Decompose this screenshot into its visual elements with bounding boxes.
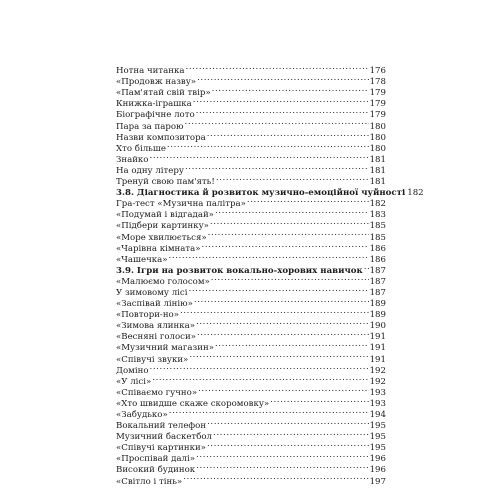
- toc-entry-title: «Співучі картинки»: [116, 443, 206, 454]
- toc-entry-title: «У лісі»: [116, 376, 152, 387]
- toc-page-number: 189: [369, 299, 386, 310]
- toc-entry-title: «Море хвилюється»: [116, 232, 207, 243]
- toc-dot-leader: [210, 217, 369, 228]
- toc-entry-title: «Весняні голоси»: [116, 332, 196, 343]
- toc-page-number: 191: [369, 343, 386, 354]
- toc-page-number: 185: [369, 221, 386, 232]
- toc-entry-title: «Співаємо гучно»: [116, 387, 198, 398]
- toc-page-number: 192: [369, 376, 386, 387]
- toc-entry-title: «Світло і тінь»: [116, 476, 183, 487]
- toc-page-number: 193: [369, 398, 386, 409]
- toc-dot-leader: [364, 262, 369, 273]
- toc-dot-leader: [207, 417, 369, 428]
- toc-page-number: 179: [369, 99, 386, 110]
- toc-dot-leader: [167, 140, 369, 151]
- toc-dot-leader: [183, 472, 368, 483]
- toc-dot-leader: [207, 439, 369, 450]
- toc-entry-title: «Чашечка»: [116, 254, 168, 265]
- toc-entry-title: Високий будинок: [116, 465, 196, 476]
- toc-dot-leader: [188, 284, 368, 295]
- toc-entry-title: Біографічне лото: [116, 110, 195, 121]
- toc-dot-leader: [150, 362, 369, 373]
- toc-page-number: 181: [369, 177, 386, 188]
- toc-dot-leader: [185, 117, 369, 128]
- toc-page-number: 189: [369, 310, 386, 321]
- toc-page-number: 176: [369, 66, 386, 77]
- toc-entry-title: «Повтори-но»: [116, 310, 179, 321]
- toc-entry-title: Хто більше: [116, 143, 166, 154]
- toc-page-number: 196: [369, 454, 386, 465]
- toc-dot-leader: [202, 240, 369, 251]
- toc-page-number: 192: [369, 365, 386, 376]
- table-of-contents: [116, 62, 424, 487]
- toc-entry-title: Тренуй свою пам'ять!: [116, 177, 215, 188]
- toc-dot-leader: [194, 295, 369, 306]
- toc-entry-title: «Малюємо голосом»: [116, 276, 210, 287]
- toc-page-number: 178: [369, 77, 386, 88]
- toc-dot-leader: [196, 461, 368, 472]
- toc-page-number: 191: [369, 354, 386, 365]
- toc-page-number: 195: [369, 432, 386, 443]
- toc-dot-leader: [197, 328, 369, 339]
- toc-page-number: 185: [369, 232, 386, 243]
- toc-page-number: 187: [369, 265, 386, 276]
- toc-dot-leader: [149, 151, 368, 162]
- toc-page-number: 195: [369, 421, 386, 432]
- toc-entry-title: «Чарівна кімната»: [116, 243, 201, 254]
- toc-page-number: 186: [369, 254, 386, 265]
- toc-page-number: 194: [369, 410, 386, 420]
- toc-entry-title: Знайко: [116, 154, 149, 165]
- toc-entry-title: Доміно: [116, 365, 149, 376]
- toc-entry-title: «Пам'ятай свій твір»: [116, 88, 211, 99]
- toc-dot-leader: [196, 450, 369, 461]
- toc-dot-leader: [180, 306, 369, 317]
- toc-page-number: 193: [369, 387, 386, 398]
- toc-page-number: 180: [369, 132, 386, 143]
- toc-dot-leader: [152, 373, 368, 384]
- toc-dot-leader: [197, 73, 369, 84]
- toc-page-number: 196: [369, 465, 386, 476]
- toc-dot-leader: [211, 273, 369, 284]
- toc-dot-leader: [196, 317, 369, 328]
- toc-entry-title: «Заспівай лінію»: [116, 299, 193, 310]
- toc-dot-leader: [169, 406, 369, 417]
- toc-entry-title: Пара за парою: [116, 121, 184, 132]
- toc-entry: [116, 384, 386, 398]
- toc-entry-title: Книжка-іграшка: [116, 99, 192, 110]
- toc-dot-leader: [207, 129, 369, 140]
- toc-entry: [116, 62, 386, 77]
- toc-dot-leader: [215, 339, 369, 350]
- toc-entry-title: «Хто швидше скаже скоромовку»: [116, 398, 270, 409]
- toc-entry-title: «Проспівай далі»: [116, 454, 196, 465]
- toc-dot-leader: [186, 62, 369, 73]
- toc-dot-leader: [198, 384, 369, 395]
- toc-entry-title: У зимовому лісі: [116, 287, 188, 298]
- toc-entry-title: Музичний баскетбол: [116, 432, 212, 443]
- toc-entry: [116, 373, 386, 387]
- toc-entry-title: «Зимова ялинка»: [116, 321, 195, 332]
- toc-page-number: 180: [369, 121, 386, 132]
- toc-entry: [116, 162, 386, 176]
- toc-page-number: 187: [369, 276, 386, 287]
- toc-page-number: 195: [369, 443, 386, 454]
- toc-entry-title: «Забудько»: [116, 410, 168, 420]
- toc-entry-title: Нотна читанка: [116, 66, 185, 77]
- toc-page-number: 181: [369, 154, 386, 165]
- toc-entry: [116, 362, 386, 376]
- toc-entry: [116, 151, 386, 165]
- toc-entry-title: Назви композитора: [116, 132, 206, 143]
- toc-dot-leader: [169, 251, 369, 262]
- toc-dot-leader: [213, 428, 369, 439]
- toc-entry-title: «Співучі звуки»: [116, 354, 189, 365]
- toc-entry-title: «Музичний магазин»: [116, 343, 214, 354]
- toc-page-number: 182: [407, 188, 424, 199]
- toc-dot-leader: [189, 350, 368, 361]
- toc-entry-title: «Підбери картинку»: [116, 221, 209, 232]
- toc-dot-leader: [193, 95, 369, 106]
- toc-entry-title: На одну літеру: [116, 165, 184, 176]
- toc-dot-leader: [212, 84, 369, 95]
- toc-dot-leader: [247, 195, 369, 206]
- toc-entry-title: 3.9. Ігри на розвиток вокально-хорових навичок: [116, 265, 363, 276]
- toc-page-number: 186: [369, 243, 386, 254]
- toc-page-number: 179: [369, 88, 386, 99]
- toc-page-number: 187: [369, 287, 386, 298]
- toc-entry-title: «Продовж назву»: [116, 77, 197, 88]
- toc-page-number: 182: [369, 199, 386, 210]
- toc-dot-leader: [208, 228, 369, 239]
- toc-entry-title: Гра-тест «Музична палітра»: [116, 199, 246, 210]
- toc-page-number: 190: [369, 321, 386, 332]
- toc-page-number: 197: [369, 476, 386, 487]
- toc-page-number: 183: [369, 210, 386, 221]
- toc-entry-title: Вокальний телефон: [116, 421, 207, 432]
- toc-dot-leader: [216, 173, 369, 184]
- toc-page-number: 179: [369, 110, 386, 121]
- toc-entry-title: «Подумай і відгадай»: [116, 210, 214, 221]
- toc-dot-leader: [196, 106, 369, 117]
- toc-page-number: 191: [369, 332, 386, 343]
- toc-page-number: 180: [369, 143, 386, 154]
- toc-dot-leader: [215, 206, 369, 217]
- toc-dot-leader: [185, 162, 369, 173]
- toc-page-number: 181: [369, 165, 386, 176]
- toc-entry-title: 3.8. Діагностика й розвиток музично-емоційної чуйності: [116, 188, 406, 199]
- toc-dot-leader: [270, 395, 368, 406]
